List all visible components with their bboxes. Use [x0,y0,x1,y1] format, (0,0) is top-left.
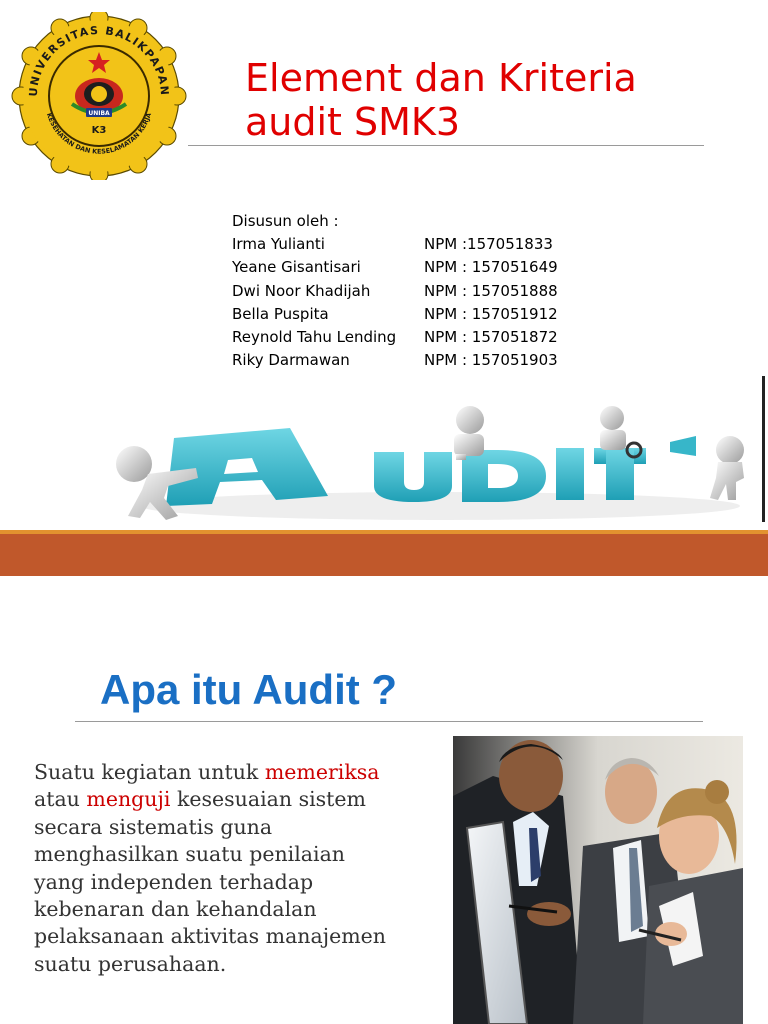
author-npm: NPM : 157051872 [424,327,558,346]
audit-illustration [100,378,768,530]
title-divider [188,145,704,146]
paragraph-text: menghasilkan suatu penilaian [34,842,345,867]
paragraph-text: atau [34,787,87,812]
author-npm: NPM : 157051649 [424,258,558,277]
footer-band [0,534,768,576]
logo-ring-text: UNIVERSITAS BALIKPAPAN [26,23,172,97]
title-divider [75,721,703,722]
paragraph-line [34,923,454,950]
paragraph-text: secara sistematis guna [34,814,273,839]
business-meeting-photo [453,736,743,1024]
paragraph-text: pelaksanaan aktivitas manajemen [34,924,386,949]
slide-2-title: Apa itu Audit ? [100,666,398,713]
logo-bottom-text: KESEHATAN DAN KESELAMATAN KERJA [44,111,154,156]
slide-2 [0,576,768,1024]
author-name: Dwi Noor Khadijah [232,281,371,300]
university-logo [10,12,188,180]
logo-center-text: UNIBA [88,110,110,117]
author-name: Irma Yulianti [232,235,325,254]
author-name: Riky Darmawan [232,351,350,370]
paragraph-line [34,951,454,978]
figure-standing-icon [454,406,484,460]
paragraph-text: kesesuaian sistem [170,787,366,812]
paragraph-line [34,759,454,786]
side-rule [762,376,765,522]
author-npm: NPM :157051833 [424,235,553,254]
definition-paragraph [34,759,454,978]
highlighted-word: memeriksa [264,760,380,784]
author-name: Bella Puspita [232,304,329,323]
title-line: Element dan Kriteria [245,56,637,100]
author-name: Yeane Gisantisari [232,258,361,277]
paragraph-text: yang independen terhadap [34,869,314,894]
highlighted-word: menguji [86,787,171,812]
paragraph-line [34,841,454,868]
letters-udit-shape [374,448,646,502]
author-npm: NPM : 157051903 [424,351,558,370]
title-line: audit SMK3 [245,100,461,144]
figure-megaphone-icon [670,436,744,500]
paragraph-line [34,786,454,813]
slide-1-title [245,56,725,144]
letter-a-shape [166,428,328,506]
paragraph-line [34,869,454,896]
paragraph-text: suatu perusahaan. [34,951,227,976]
logo-badge-text: K3 [91,125,107,136]
author-name: Reynold Tahu Lending [232,327,397,346]
paragraph-text: kebenaran dan kehandalan [34,897,317,922]
paragraph-text: Suatu kegiatan untuk [34,760,265,784]
author-npm: NPM : 157051912 [424,304,558,323]
author-npm: NPM : 157051888 [424,281,558,300]
paragraph-line [34,896,454,923]
paragraph-line [34,814,454,841]
author-heading: Disusun oleh : [232,212,339,230]
